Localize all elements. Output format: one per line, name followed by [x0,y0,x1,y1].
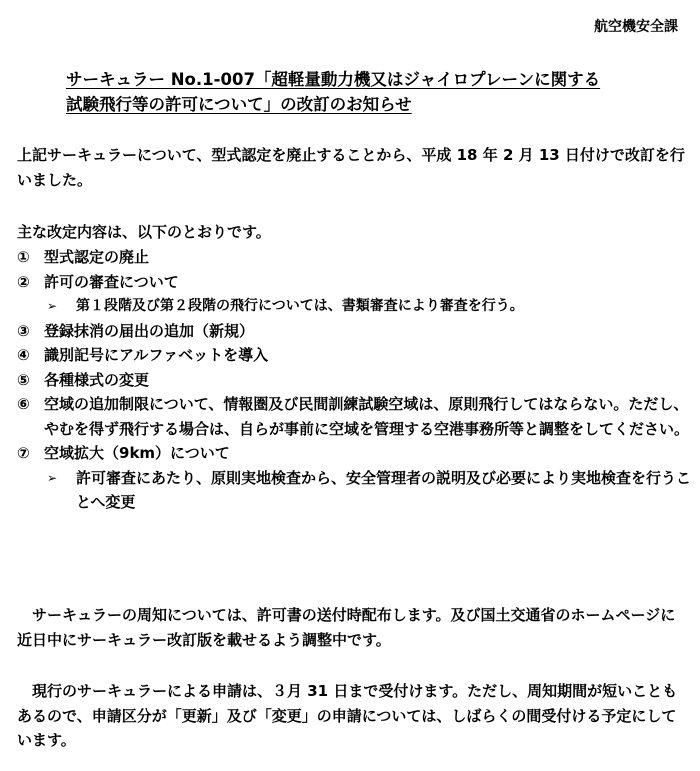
list-item [17,343,692,368]
title-line-1: サーキュラー No.1-007「超軽量動力機又はジャイロプレーンに関する [66,70,601,89]
arrow-bullet-icon: ➢ [47,299,58,313]
title-line-2: 試験飛行等の許可について」の改訂のお知らせ [66,95,412,114]
item-text: 識別記号にアルファベットを導入 [44,346,269,364]
list-item [17,441,692,466]
item-text: 空域拡大（9km）について [44,444,230,462]
list-item [17,245,692,270]
item-number: ⑥ [17,395,30,413]
notice-paragraph: サーキュラーの周知については、許可書の送付時配布します。及び国土交通省のホームページに近日中にサーキュラー改訂版を載せるよう調整中です。 [17,606,676,649]
item-number: ③ [17,321,30,340]
item-number: ④ [17,346,30,364]
item-number: ① [17,248,30,266]
item-text: 登録抹消の届出の追加（新規） [44,321,255,340]
item-text: 空域の追加制限について、情報圏及び民間訓練試験空域は、原則飛行してはならない。ただし、やむを得ず飛行する場合は、自らが事前に空域を管理する空港事務所等と調整をしてください。 [44,395,690,438]
list-item [17,319,692,344]
item-text: 型式認定の廃止 [44,248,150,266]
sub-item [47,294,692,319]
sub-item-text: 第１段階及び第２段階の飛行については、書類審査により審査を行う。 [76,298,524,314]
sub-item-text: 許可審査にあたり、原則実地検査から、安全管理者の説明及び必要により実地検査を行うことへ変更 [76,468,692,511]
intro-paragraph: 上記サーキュラーについて、型式認定を廃止することから、平成 18 年 2 月 13 日付けで改訂を行いました。 [17,146,685,189]
item-number: ⑤ [17,370,30,389]
arrow-bullet-icon: ➢ [47,470,58,485]
sub-item [47,466,692,515]
revision-list [17,245,692,515]
item-text: 各種様式の変更 [44,370,150,389]
document-title [66,67,686,117]
item-number: ② [17,272,30,291]
list-item [17,368,692,393]
list-intro: 主な改定内容は、以下のとおりです。 [17,223,271,241]
item-text: 許可の審査について [44,272,179,291]
list-item [17,270,692,295]
department-label: 航空機安全課 [594,19,678,35]
list-item [17,392,692,441]
item-number: ⑦ [17,444,30,462]
application-paragraph: 現行のサーキュラーによる申請は、３月 31 日まで受付けます。ただし、周知期間が短いこともあるので、申請区分が「更新」及び「変更」の申請については、しばらくの間受付ける予定にしています。 [17,682,678,749]
